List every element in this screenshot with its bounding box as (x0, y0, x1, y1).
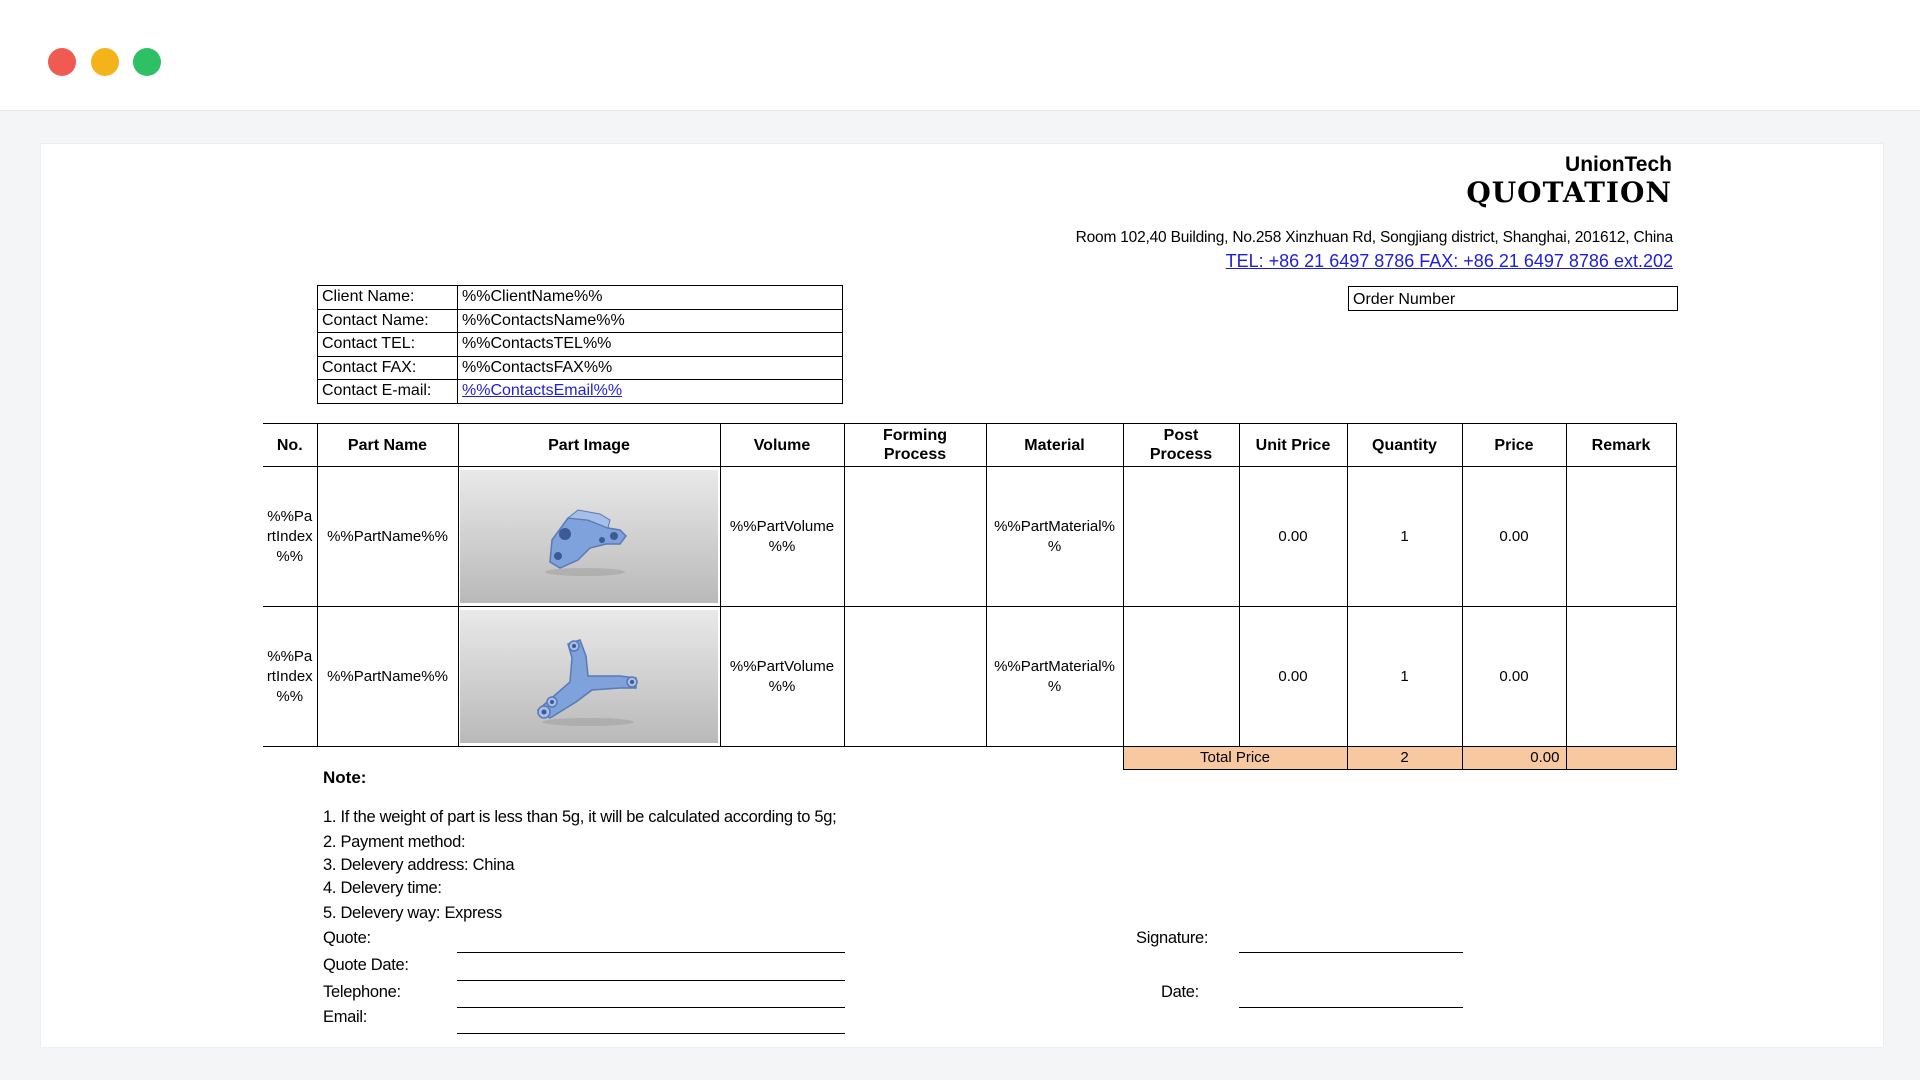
volume-line: %%PartVolume (729, 517, 835, 535)
quotation-sheet (40, 143, 1884, 1048)
cell-material (986, 607, 1123, 747)
client-info-row (318, 286, 843, 310)
total-spacer (263, 747, 317, 770)
document-title: QUOTATION (1466, 176, 1672, 209)
cell-forming-process (844, 607, 986, 747)
note-item: 1. If the weight of part is less than 5g, it will be calculated according to 5g; (323, 808, 837, 826)
cell-unit-price: 0.00 (1239, 607, 1347, 747)
quote-date-line[interactable] (457, 980, 845, 981)
window-titlebar (0, 0, 1920, 111)
no-line: %% (276, 687, 304, 705)
company-address: Room 102,40 Building, No.258 Xinzhuan Rd, Songjiang district, Shanghai, 201612, China (1075, 229, 1673, 246)
material-line: % (1047, 537, 1062, 555)
cell-remark (1566, 607, 1676, 747)
no-line: %%Pa (267, 507, 313, 525)
telephone-line[interactable] (457, 1007, 845, 1008)
total-spacer (986, 747, 1123, 770)
email-line[interactable] (457, 1033, 845, 1034)
total-spacer (458, 747, 720, 770)
note-item: 2. Payment method: (323, 833, 466, 851)
table-header-row (263, 424, 1676, 467)
material-line: %%PartMaterial% (994, 657, 1115, 675)
header-material: Material (986, 424, 1123, 467)
no-line: rtIndex (266, 667, 313, 685)
cell-no (263, 607, 317, 747)
header-post-process (1123, 424, 1239, 467)
client-info-row (318, 309, 843, 333)
client-info-row (318, 356, 843, 380)
cell-material (986, 467, 1123, 607)
total-remark (1566, 747, 1676, 770)
bracket-part-icon (460, 470, 718, 603)
contact-email-link[interactable]: %%ContactsEmail%% (462, 382, 623, 400)
company-phone-link[interactable]: TEL: +86 21 6497 8786 FAX: +86 21 6497 8786 ext.202 (1225, 251, 1673, 271)
close-window-button[interactable] (48, 48, 76, 76)
header-part-image: Part Image (458, 424, 720, 467)
total-spacer (844, 747, 986, 770)
total-quantity: 2 (1347, 747, 1462, 770)
telephone-label: Telephone: (323, 983, 401, 1001)
note-item: 5. Delevery way: Express (323, 904, 502, 922)
header-no: No. (263, 424, 317, 467)
notes-title: Note: (323, 768, 367, 787)
cell-volume (720, 467, 844, 607)
cell-quantity: 1 (1347, 607, 1462, 747)
contact-fax-value: %%ContactsFAX%% (458, 356, 843, 380)
contact-name-label: Contact Name: (318, 309, 458, 333)
total-price-value: 0.00 (1462, 747, 1566, 770)
volume-line: %% (768, 677, 796, 695)
note-item: 3. Delevery address: China (323, 856, 515, 874)
material-line: %%PartMaterial% (994, 517, 1115, 535)
table-row (263, 607, 1676, 747)
company-name: UnionTech (1565, 153, 1672, 176)
cell-no (263, 467, 317, 607)
total-price-label: Total Price (1123, 747, 1347, 770)
contact-email-cell (458, 380, 843, 404)
cell-unit-price: 0.00 (1239, 467, 1347, 607)
cell-price: 0.00 (1462, 467, 1566, 607)
quote-label: Quote: (323, 929, 371, 947)
header-post-line2: Process (1149, 446, 1213, 463)
header-post-line1: Post (1163, 427, 1199, 444)
total-row (263, 747, 1676, 770)
header-price: Price (1462, 424, 1566, 467)
client-info-table (317, 285, 843, 404)
maximize-window-button[interactable] (133, 48, 161, 76)
contact-name-value: %%ContactsName%% (458, 309, 843, 333)
volume-line: %%PartVolume (729, 657, 835, 675)
quote-date-label: Quote Date: (323, 956, 409, 974)
contact-tel-label: Contact TEL: (318, 333, 458, 357)
material-line: % (1047, 677, 1062, 695)
no-line: %%Pa (267, 647, 313, 665)
three-arm-part-icon (460, 610, 718, 743)
cell-quantity: 1 (1347, 467, 1462, 607)
note-item: 4. Delevery time: (323, 879, 442, 897)
contact-email-label: Contact E-mail: (318, 380, 458, 404)
order-number-field[interactable]: Order Number (1348, 286, 1678, 311)
cell-part-name: %%PartName%% (317, 467, 458, 607)
header-forming-process (844, 424, 986, 467)
no-line: rtIndex (266, 527, 313, 545)
part-image (460, 470, 718, 603)
header-forming-line1: Forming (883, 427, 947, 444)
header-unit-price: Unit Price (1239, 424, 1347, 467)
client-info-row (318, 333, 843, 357)
quote-line[interactable] (457, 952, 845, 953)
minimize-window-button[interactable] (91, 48, 119, 76)
no-line: %% (276, 547, 304, 565)
cell-remark (1566, 467, 1676, 607)
table-row (263, 467, 1676, 607)
cell-part-name: %%PartName%% (317, 607, 458, 747)
header-quantity: Quantity (1347, 424, 1462, 467)
cell-post-process (1123, 467, 1239, 607)
quotation-table (263, 423, 1677, 770)
signature-line[interactable] (1239, 952, 1463, 953)
total-spacer (317, 747, 458, 770)
volume-line: %% (768, 537, 796, 555)
client-name-value: %%ClientName%% (458, 286, 843, 310)
header-remark: Remark (1566, 424, 1676, 467)
header-forming-line2: Process (883, 446, 947, 463)
total-spacer (720, 747, 844, 770)
cell-forming-process (844, 467, 986, 607)
cell-part-image (458, 467, 720, 607)
date-line[interactable] (1239, 1007, 1463, 1008)
email-label: Email: (323, 1008, 368, 1026)
cell-volume (720, 607, 844, 747)
contact-tel-value: %%ContactsTEL%% (458, 333, 843, 357)
contact-fax-label: Contact FAX: (318, 356, 458, 380)
part-image (460, 610, 718, 743)
header-part-name: Part Name (317, 424, 458, 467)
date-label: Date: (1161, 983, 1199, 1001)
cell-post-process (1123, 607, 1239, 747)
cell-part-image (458, 607, 720, 747)
signature-label: Signature: (1136, 929, 1209, 947)
client-name-label: Client Name: (318, 286, 458, 310)
client-info-row (318, 380, 843, 404)
header-volume: Volume (720, 424, 844, 467)
cell-price: 0.00 (1462, 607, 1566, 747)
